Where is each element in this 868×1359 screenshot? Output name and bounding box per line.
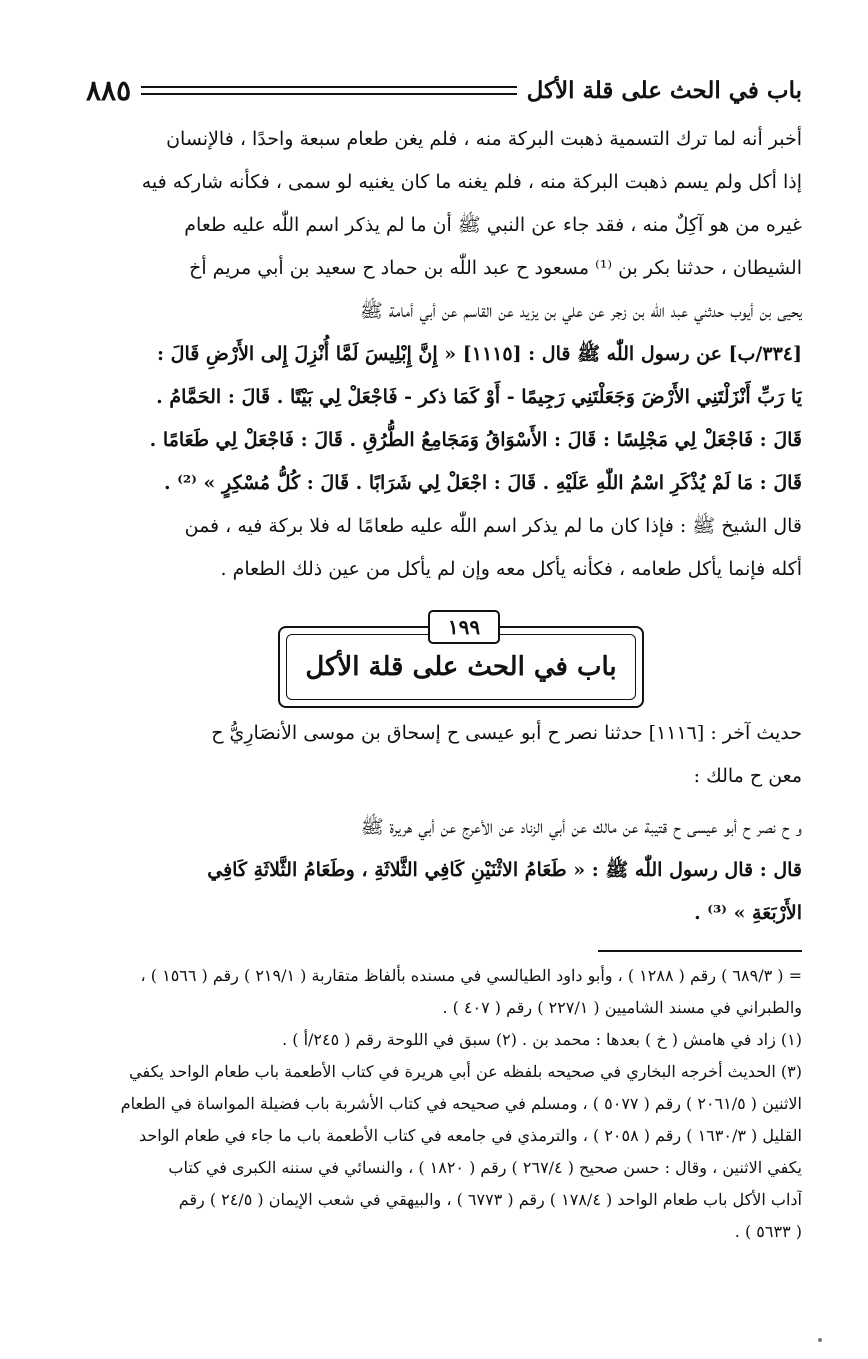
main-text-block-3 (86, 806, 802, 935)
footnote-line: القليل ( ١٦٣٠/٣ ) رقم ( ٢٠٥٨ ) ، والترمذي في جامعه في كتاب الأطعمة باب ما جاء في طعام الواحد (139, 1126, 802, 1145)
text-line: أكله فإنما يأكل طعامه ، فكأنه يأكل معه وإن لم يأكل من عين ذلك الطعام . (220, 558, 802, 580)
text-line: حديث آخر : [١١١٦] حدثنا نصر ح أبو عيسى ح إسحاق بن موسى الأنصَارِيُّ ح (211, 722, 802, 744)
scan-speck (818, 1338, 822, 1342)
hadith-line: الأَرْبَعَةِ » ⁽³⁾ . (694, 902, 802, 924)
hadith-line: قَالَ : مَا لَمْ يُذْكَرِ اسْمُ اللّٰهِ عَلَيْهِ . قَالَ : اجْعَلْ لِي شَرَابًا . قَالَ : كُلُّ مُسْكِرٍ » ⁽²⁾ . (164, 472, 802, 494)
footnote-separator (598, 950, 802, 952)
footnote-line: ( ٥٦٣٣ ) . (734, 1222, 802, 1241)
page-number: ٨٨٥ (86, 73, 132, 107)
text-line: غيره من هو آكِلٌ منه ، فقد جاء عن النبي ﷺ أن ما لم يذكر اسم اللّٰه عليه طعام (184, 214, 802, 236)
footnote-line: = ( ٦٨٩/٣ ) رقم ( ١٢٨٨ ) ، وأبو داود الطيالسي في مسنده بألفاظ متقاربة ( ٢١٩/١ ) رقم ( ١٥٦٦ ) ، (140, 966, 802, 985)
main-text-block-2 (86, 712, 802, 798)
text-line: أخبر أنه لما ترك التسمية ذهبت البركة منه ، فلم يغن طعام سبعة واحدًا ، فالإنسان (166, 128, 802, 150)
footnote-line: (٣) الحديث أخرجه البخاري في صحيحه بلفظه عن أبي هريرة في كتاب الأطعمة باب طعام الواحد يكفي (129, 1062, 802, 1081)
hadith-line: يَا رَبِّ أَنْزَلْتَنِي الأَرْضَ وَجَعَلْتَنِي رَجِيمًا - أَوْ كَمَا ذكر - فَاجْعَلْ لِي بَيْتًا . قَالَ : الحَمَّامُ . (156, 386, 802, 408)
chapter-number: ١٩٩ (428, 610, 500, 644)
hadith-line: قال : قال رسول اللّٰه ﷺ : « طَعَامُ الاثْنَيْنِ كَافِي الثَّلاثَةِ ، وطَعَامُ الثَّلاثَةِ كَافِي (207, 859, 802, 881)
hadith-line: [٣٣٤/ب] عن رسول اللّٰه ﷺ قال : [١١١٥] « إِنَّ إِبْلِيسَ لَمَّا أُنْزِلَ إِلى الأَرْضِ قَالَ : (157, 343, 802, 365)
footnote-line: الاثنين ( ٢٠٦١/٥ ) رقم ( ٥٠٧٧ ) ، ومسلم في صحيحه في كتاب الأشربة باب فضيلة المواساة في الطعام (120, 1094, 802, 1113)
running-header (86, 70, 802, 110)
footnote-line: يكفي الاثنين ، وقال : حسن صحيح ( ٢٦٧/٤ ) رقم ( ١٨٢٠ ) ، والنسائي في سننه الكبرى في كتاب (168, 1158, 802, 1177)
footnotes (76, 960, 802, 1248)
main-text-block-1 (86, 118, 802, 591)
text-line: قال الشيخ ﷺ : فإذا كان ما لم يذكر اسم اللّٰه عليه طعامًا له فلا بركة فيه ، فمن (184, 515, 802, 537)
text-line: يحيى بن أيوب حدثني عبد اللّٰه بن زجر عن علي بن يزيد عن القاسم عن أبي أمامة ﷺ (359, 300, 802, 322)
footnote-line: آداب الأكل باب طعام الواحد ( ١٧٨/٤ ) رقم ( ٦٧٧٣ ) ، والبيهقي في شعب الإيمان ( ٢٤/٥ ) رقم (178, 1190, 802, 1209)
text-line: معن ح مالك : (693, 765, 802, 787)
footnote-line: والطبراني في مسند الشاميين ( ٢٢٧/١ ) رقم ( ٤٠٧ ) . (442, 998, 802, 1017)
header-chapter-title: باب في الحث على قلة الأكل (526, 76, 802, 104)
chapter-heading-box (278, 606, 644, 708)
text-line: الشيطان ، حدثنا بكر بن ⁽¹⁾ مسعود ح عبد اللّٰه بن حماد ح سعيد بن أبي مريم أخ (189, 257, 802, 279)
text-line: و ح نصر ح أبو عيسى ح قتيبة عن مالك عن أبي الزناد عن الأعرج عن أبي هريرة ﷺ (360, 816, 802, 838)
chapter-title: باب في الحث على قلة الأكل (305, 652, 617, 682)
hadith-line: قَالَ : فَاجْعَلْ لِي مَجْلِسًا : قَالَ : الأَسْوَاقُ وَمَجَامِعُ الطُّرُقِ . قَالَ : فَاجْعَلْ لِي طَعَامًا . (149, 429, 802, 451)
header-double-rule (141, 86, 516, 95)
footnote-line: (١) زاد في هامش ( خ ) بعدها : محمد بن . (٢) سبق في اللوحة رقم ( ٢٤٥/أ ) . (282, 1030, 802, 1049)
text-line: إذا أكل ولم يسم ذهبت البركة منه ، فلم يغنه ما كان يغنيه لو سمى ، فكأنه شاركه فيه (141, 171, 802, 193)
